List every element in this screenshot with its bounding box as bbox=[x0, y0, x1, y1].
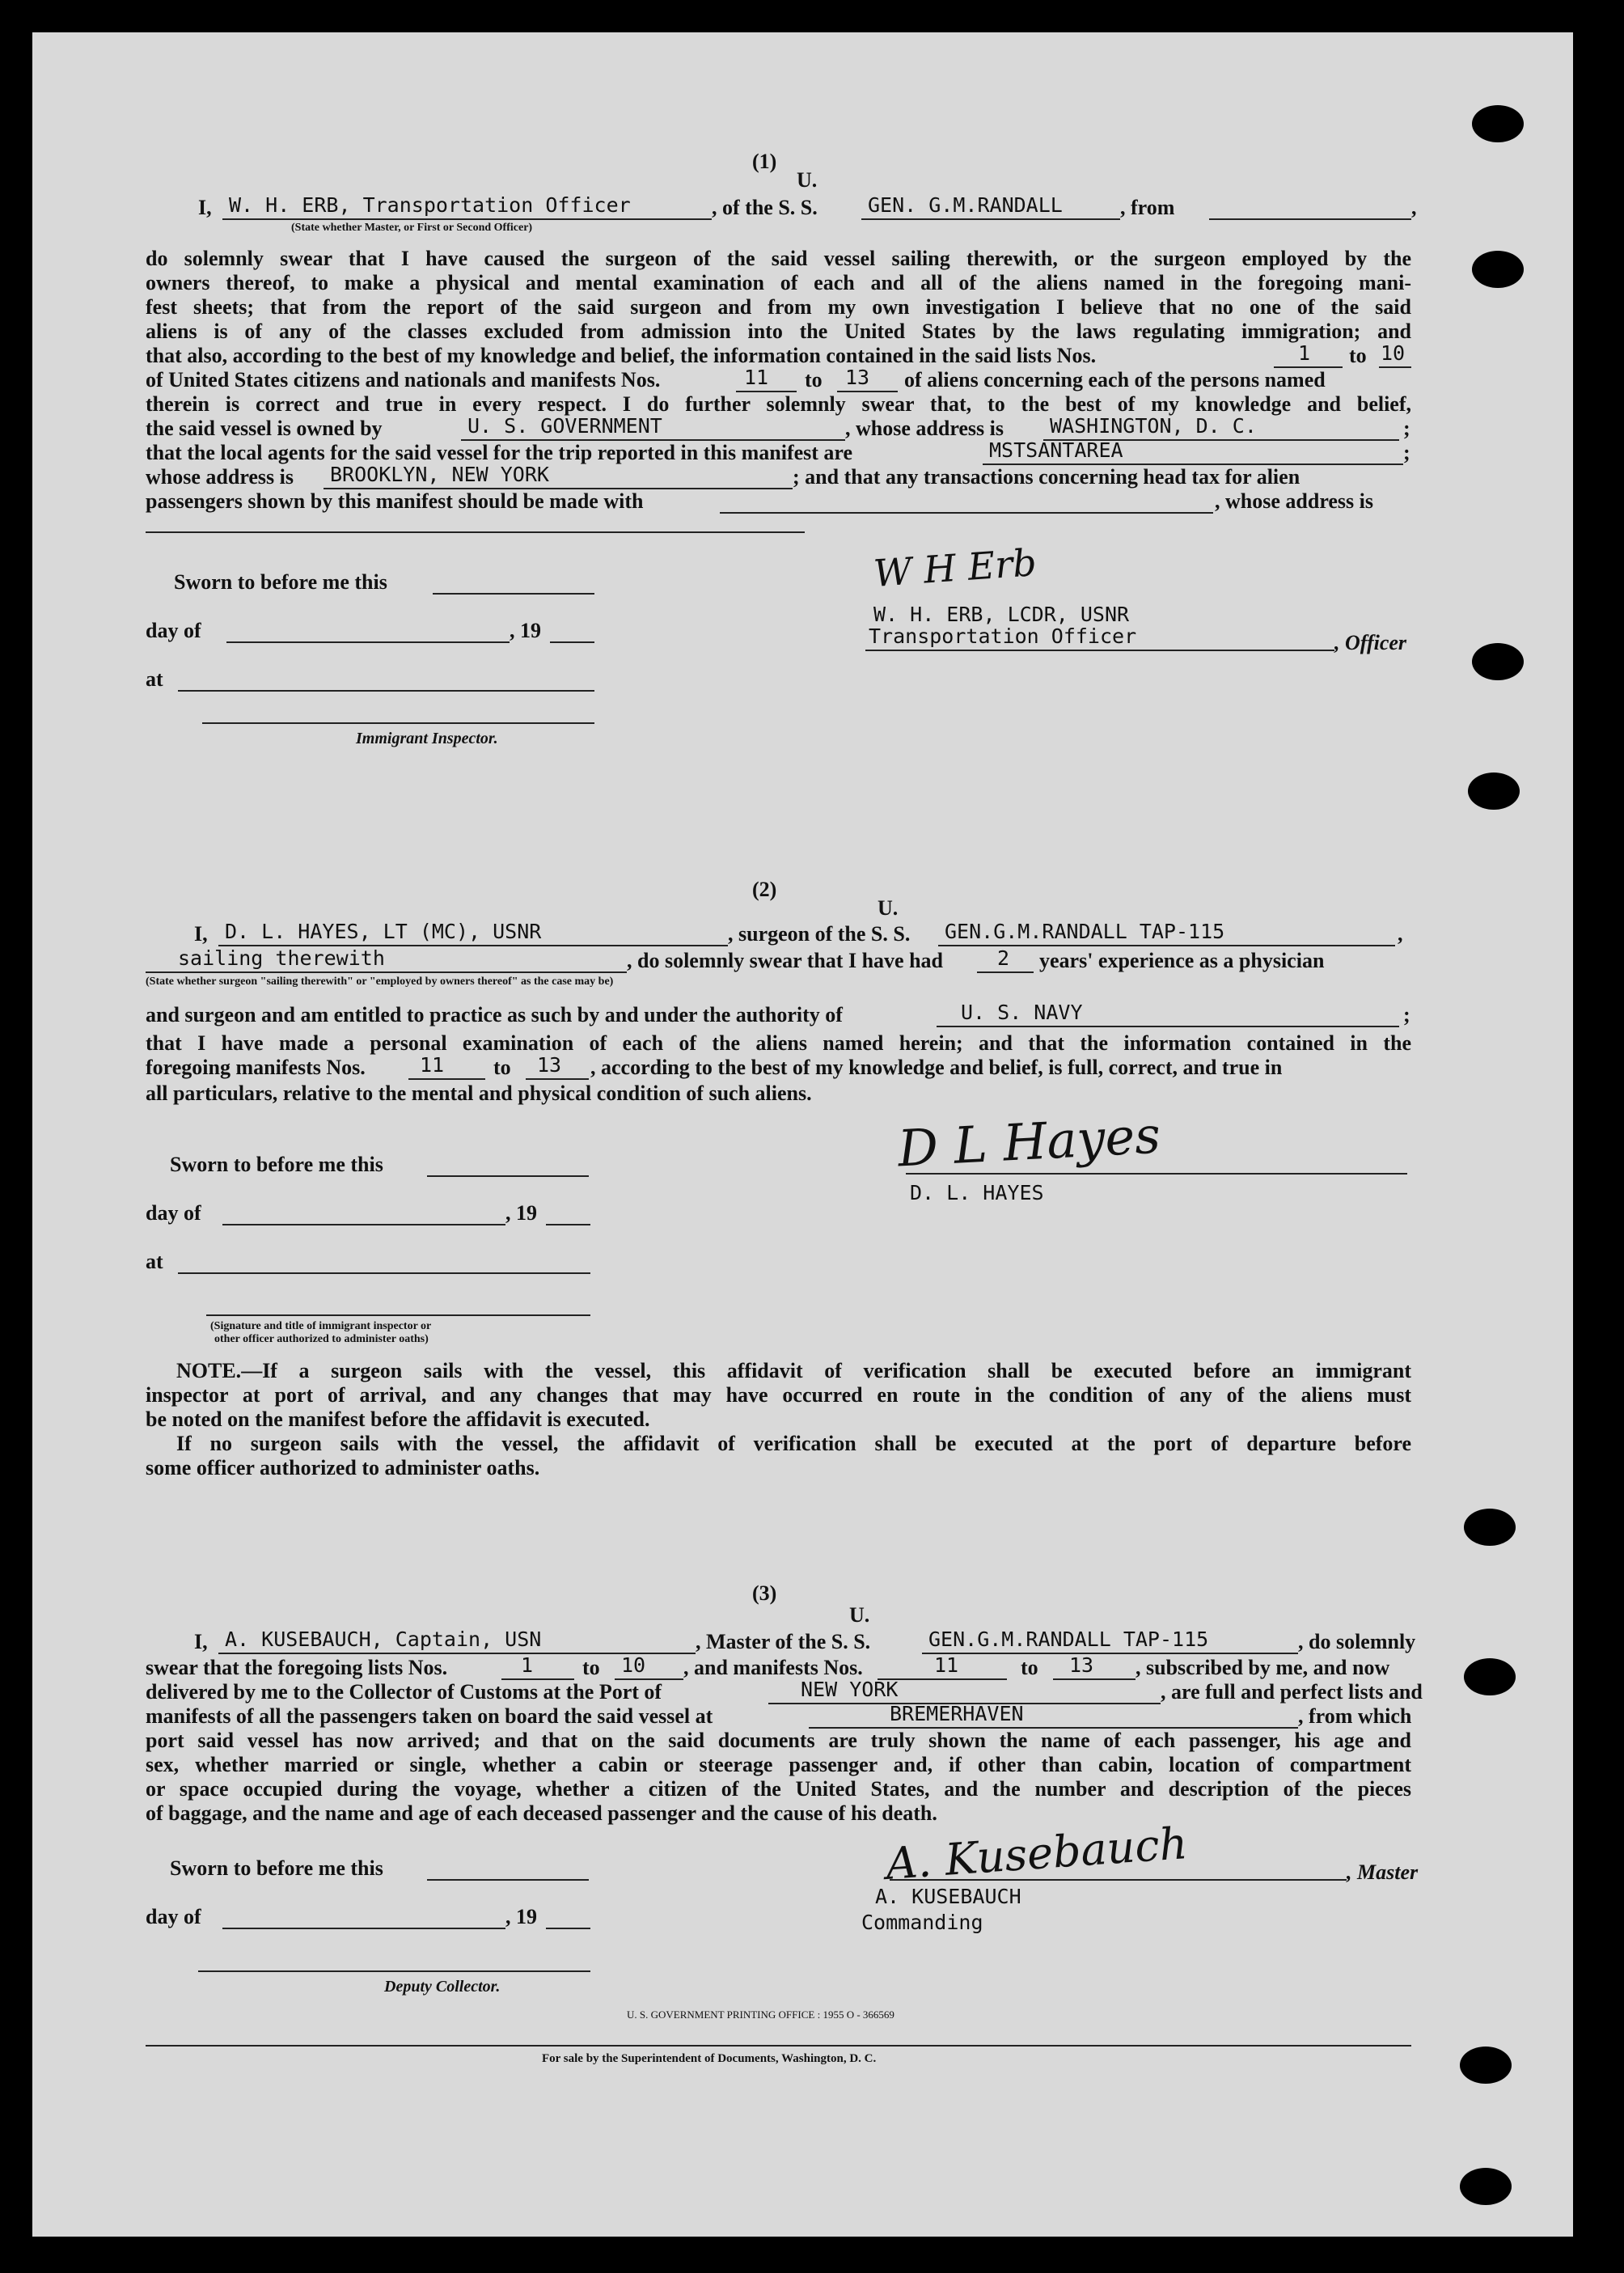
s2-note-line-4: If no surgeon sails with the vessel, the affidavit of verification shall be executed at the port of departure before bbox=[176, 1432, 1411, 1455]
s1-vessel-field[interactable] bbox=[861, 193, 1120, 220]
s3-line-6: sex, whether married or single, whether a cabin or steerage passenger and, if other than cabin, location of compartment bbox=[146, 1753, 1411, 1776]
s3-signature: A. Kusebauch bbox=[884, 1818, 1190, 1890]
s3-line-2a: swear that the foregoing lists Nos. bbox=[146, 1656, 448, 1679]
s1-from: , from bbox=[1120, 196, 1175, 219]
s3-sworn-field[interactable] bbox=[427, 1856, 589, 1881]
s2-sig-note-1: (Signature and title of immigrant inspector or bbox=[210, 1320, 432, 1332]
s3-departure: BREMERHAVEN bbox=[890, 1702, 1024, 1725]
s1-line-11a: passengers shown by this manifest should be made with bbox=[146, 489, 644, 513]
s3-deputy-rule bbox=[198, 1970, 590, 1972]
s1-of-ss: , of the S. S. bbox=[712, 196, 818, 219]
s2-line-6a: foregoing manifests Nos. bbox=[146, 1056, 366, 1079]
s2-sailing-note: (State whether surgeon "sailing therewith" or "employed by owners thereof" as the case may be) bbox=[146, 976, 614, 988]
s2-day-of: day of bbox=[146, 1201, 201, 1225]
s1-agent-address-field[interactable] bbox=[324, 465, 793, 489]
s2-comma: , bbox=[1398, 922, 1403, 946]
s1-line-3: fest sheets; that from the report of the said surgeon and from my own investigation I believe that no one of the said bbox=[146, 295, 1411, 319]
s3-line-7: or space occupied during the voyage, whether a citizen of the United States, and the number and description of the pieces bbox=[146, 1777, 1411, 1801]
s1-officer-name-field[interactable] bbox=[222, 193, 712, 220]
s1-at-field[interactable] bbox=[178, 667, 594, 692]
s1-man-to-field[interactable] bbox=[837, 368, 898, 392]
s2-note-line-5: some officer authorized to administer oaths. bbox=[146, 1456, 540, 1479]
s3-line-3a: delivered by me to the Collector of Customs at the Port of bbox=[146, 1680, 662, 1704]
s2-line-5: that I have made a personal examination of each of the aliens named herein; and that the information contained in the bbox=[146, 1031, 1411, 1055]
s1-line-4: aliens is of any of the classes excluded from admission into the United States by the laws regulating immigration; and bbox=[146, 320, 1411, 343]
s3-man-from: 11 bbox=[934, 1653, 959, 1677]
s2-surgeon-of: , surgeon of the S. S. bbox=[728, 922, 911, 946]
s2-signer-name: D. L. HAYES bbox=[910, 1181, 1044, 1204]
s1-line-1: do solemnly swear that I have caused the surgeon of the said vessel sailing therewith, or the surgeon employed by the bbox=[146, 247, 1411, 270]
s1-semicolon-2: ; bbox=[1403, 441, 1410, 464]
form-page bbox=[32, 32, 1573, 2237]
s2-inspector-rule bbox=[206, 1314, 590, 1316]
s1-vessel: GEN. G.M.RANDALL bbox=[868, 193, 1063, 217]
s2-note-line-3: be noted on the manifest before the affidavit is executed. bbox=[146, 1407, 650, 1431]
s3-port-field[interactable] bbox=[768, 1680, 1161, 1704]
s3-i: I, bbox=[194, 1630, 208, 1653]
s1-man-to: 13 bbox=[845, 366, 870, 389]
s1-line-7: therein is correct and true in every respect. I do further solemnly swear that, to the best of my knowledge and belief, bbox=[146, 392, 1411, 416]
s2-note-line-1 bbox=[146, 1359, 1411, 1383]
s1-line-8b: , whose address is bbox=[845, 417, 1004, 440]
s3-list-to: 10 bbox=[621, 1653, 646, 1677]
s3-list-from: 1 bbox=[521, 1653, 534, 1677]
punch-hole bbox=[1472, 251, 1524, 288]
s1-list-to-field[interactable] bbox=[1379, 341, 1411, 368]
s3-signer-title: Commanding bbox=[861, 1911, 983, 1934]
s3-port: NEW YORK bbox=[801, 1678, 899, 1701]
s2-authority-field[interactable] bbox=[937, 1003, 1399, 1027]
s2-authority: U. S. NAVY bbox=[961, 1001, 1083, 1024]
s1-to-1: to bbox=[1349, 344, 1367, 367]
s1-semicolon: ; bbox=[1403, 417, 1410, 440]
s1-line-8a: the said vessel is owned by bbox=[146, 417, 383, 440]
s1-agents-field[interactable] bbox=[983, 438, 1403, 465]
s2-vessel-field[interactable] bbox=[938, 922, 1395, 946]
s3-sworn: Sworn to before me this bbox=[170, 1856, 383, 1880]
s1-comma: , bbox=[1411, 196, 1417, 219]
punch-hole bbox=[1468, 772, 1520, 810]
s1-list-to: 10 bbox=[1381, 341, 1406, 365]
s1-signer-title-field[interactable] bbox=[865, 624, 1334, 651]
s1-i: I, bbox=[198, 196, 212, 219]
s3-swear: , do solemnly bbox=[1298, 1630, 1416, 1653]
s3-signer-name: A. KUSEBAUCH bbox=[875, 1885, 1021, 1908]
s1-line-9a: that the local agents for the said vessel for the trip reported in this manifest are bbox=[146, 441, 853, 464]
s2-note-line-2: inspector at port of arrival, and any changes that may have occurred en route in the condition of any of the aliens must bbox=[146, 1383, 1411, 1407]
s1-line-10b: ; and that any transactions concerning head tax for alien bbox=[793, 465, 1300, 489]
section-3-number: (3) bbox=[752, 1581, 777, 1605]
s2-signature-rule bbox=[906, 1173, 1407, 1175]
s2-i: I, bbox=[194, 922, 208, 946]
s1-headtax-continuation-rule bbox=[146, 531, 805, 533]
s2-years-field[interactable] bbox=[977, 946, 1034, 973]
s1-sworn-field[interactable] bbox=[433, 570, 594, 595]
s1-list-from: 1 bbox=[1298, 341, 1311, 365]
s1-19: , 19 bbox=[510, 619, 541, 642]
s1-line-6a: of United States citizens and nationals and manifests Nos. bbox=[146, 368, 661, 392]
s3-master-name: A. KUSEBAUCH, Captain, USN bbox=[225, 1628, 542, 1651]
s3-line-5: port said vessel has now arrived; and that on the said documents are truly shown the name of each passenger, his age and bbox=[146, 1729, 1411, 1752]
s3-vessel-field[interactable] bbox=[922, 1630, 1298, 1654]
s3-day-field[interactable] bbox=[222, 1905, 505, 1929]
s2-line-6b: , according to the best of my knowledge and belief, is full, correct, and true in bbox=[590, 1056, 1283, 1079]
s1-owner-address: WASHINGTON, D. C. bbox=[1050, 414, 1257, 438]
s3-deputy-label: Deputy Collector. bbox=[384, 1978, 501, 1996]
s1-at: at bbox=[146, 667, 163, 691]
s1-signer-name: W. H. ERB, LCDR, USNR bbox=[873, 603, 1130, 626]
s3-line-2b: , and manifests Nos. bbox=[683, 1656, 863, 1679]
section-2-u: U. bbox=[878, 896, 899, 920]
s2-semicolon: ; bbox=[1403, 1003, 1410, 1026]
s1-officer-name: W. H. ERB, Transportation Officer bbox=[229, 193, 631, 217]
printing-office-note: U. S. GOVERNMENT PRINTING OFFICE : 1955 O - 366569 bbox=[627, 2008, 894, 2021]
s1-officer-label: , Officer bbox=[1334, 631, 1407, 654]
section-2-number: (2) bbox=[752, 878, 777, 901]
s1-owner-field[interactable] bbox=[461, 414, 845, 441]
s1-day-of: day of bbox=[146, 619, 201, 642]
s3-signature-field[interactable] bbox=[890, 1856, 1347, 1881]
s3-master-of: , Master of the S. S. bbox=[696, 1630, 871, 1653]
s3-year-field[interactable] bbox=[546, 1905, 590, 1929]
s3-line-2c: , subscribed by me, and now bbox=[1136, 1656, 1390, 1679]
s2-sworn-field[interactable] bbox=[427, 1153, 589, 1177]
s2-man-to: 13 bbox=[537, 1053, 562, 1077]
s2-signature: D L Hayes bbox=[896, 1105, 1162, 1179]
s1-inspector-label: Immigrant Inspector. bbox=[356, 730, 498, 747]
s2-year-field[interactable] bbox=[546, 1201, 590, 1225]
s2-at: at bbox=[146, 1250, 163, 1273]
s3-line-3b: , are full and perfect lists and bbox=[1161, 1680, 1423, 1704]
s1-owner-address-field[interactable] bbox=[1043, 414, 1399, 441]
s1-agents: MSTSANTAREA bbox=[989, 438, 1123, 462]
s2-man-from: 11 bbox=[420, 1053, 445, 1077]
s2-line-4a: and surgeon and am entitled to practice as such by and under the authority of bbox=[146, 1003, 843, 1026]
s3-departure-field[interactable] bbox=[809, 1704, 1298, 1729]
s1-inspector-rule bbox=[202, 722, 594, 724]
sale-note: For sale by the Superintendent of Documents, Washington, D. C. bbox=[542, 2052, 877, 2065]
s2-vessel: GEN.G.M.RANDALL TAP-115 bbox=[945, 920, 1225, 943]
s2-years-text: years' experience as a physician bbox=[1039, 949, 1325, 972]
s2-man-to-field[interactable] bbox=[526, 1053, 589, 1080]
punch-hole bbox=[1460, 2047, 1512, 2084]
s1-from-field[interactable] bbox=[1209, 196, 1411, 220]
s3-to-2: to bbox=[1021, 1656, 1038, 1679]
s2-at-field[interactable] bbox=[178, 1250, 590, 1274]
s2-surgeon-name: D. L. HAYES, LT (MC), USNR bbox=[225, 920, 542, 943]
s1-list-from-field[interactable] bbox=[1274, 341, 1343, 368]
s1-officer-note: (State whether Master, or First or Second Officer) bbox=[291, 222, 533, 234]
footer-rule bbox=[146, 2045, 1411, 2047]
s1-line-10a: whose address is bbox=[146, 465, 294, 489]
s3-list-to-field[interactable] bbox=[615, 1653, 683, 1680]
s2-line-7: all particulars, relative to the mental and physical condition of such aliens. bbox=[146, 1081, 812, 1105]
s2-swear: , do solemnly swear that I have had bbox=[627, 949, 944, 972]
s3-line-4b: , from which bbox=[1298, 1704, 1412, 1728]
s1-line-2: owners thereof, to make a physical and mental examination of each and all of the aliens named in the foregoing mani- bbox=[146, 271, 1411, 294]
s1-line-5: that also, according to the best of my knowledge and belief, the information contained in the said lists Nos. bbox=[146, 344, 1097, 367]
s2-to: to bbox=[493, 1056, 511, 1079]
s1-owner: U. S. GOVERNMENT bbox=[467, 414, 662, 438]
s1-line-11b: , whose address is bbox=[1215, 489, 1374, 513]
s2-sig-note-2: other officer authorized to administer oaths) bbox=[214, 1333, 429, 1345]
punch-hole bbox=[1472, 643, 1524, 680]
s3-19: , 19 bbox=[505, 1905, 537, 1928]
s2-sworn: Sworn to before me this bbox=[170, 1153, 383, 1176]
s3-list-from-field[interactable] bbox=[501, 1653, 574, 1680]
section-1-u: U. bbox=[797, 168, 818, 192]
s1-headtax-field[interactable] bbox=[720, 489, 1213, 514]
s1-signer-title: Transportation Officer bbox=[869, 624, 1137, 648]
s3-man-to-field[interactable] bbox=[1053, 1653, 1136, 1680]
s2-sailing-field[interactable] bbox=[146, 946, 627, 973]
s2-day-field[interactable] bbox=[222, 1201, 505, 1225]
s3-man-to: 13 bbox=[1069, 1653, 1094, 1677]
punch-hole bbox=[1464, 1509, 1516, 1546]
punch-hole bbox=[1464, 1658, 1516, 1695]
s2-19: , 19 bbox=[505, 1201, 537, 1225]
section-1-number: (1) bbox=[752, 150, 777, 173]
s1-man-from: 11 bbox=[744, 366, 769, 389]
s3-line-8: of baggage, and the name and age of each deceased passenger and the cause of his death. bbox=[146, 1801, 937, 1825]
s1-signature: W H Erb bbox=[872, 540, 1038, 595]
s2-man-from-field[interactable] bbox=[408, 1053, 485, 1080]
s1-year-field[interactable] bbox=[550, 619, 594, 643]
s1-day-field[interactable] bbox=[226, 619, 510, 643]
s3-line-4a: manifests of all the passengers taken on board the said vessel at bbox=[146, 1704, 713, 1728]
s3-day-of: day of bbox=[146, 1905, 201, 1928]
section-3-u: U. bbox=[849, 1603, 870, 1627]
s3-master-label: , Master bbox=[1347, 1860, 1419, 1884]
s2-years: 2 bbox=[997, 946, 1010, 970]
s1-to-2: to bbox=[805, 368, 823, 392]
punch-hole bbox=[1472, 105, 1524, 142]
s3-to-1: to bbox=[582, 1656, 600, 1679]
s1-sworn: Sworn to before me this bbox=[174, 570, 387, 594]
s1-agent-address: BROOKLYN, NEW YORK bbox=[330, 463, 549, 486]
punch-hole bbox=[1460, 2168, 1512, 2205]
s2-surgeon-name-field[interactable] bbox=[218, 922, 728, 946]
s3-vessel: GEN.G.M.RANDALL TAP-115 bbox=[928, 1628, 1209, 1651]
s2-sailing: sailing therewith bbox=[178, 946, 385, 970]
s3-man-from-field[interactable] bbox=[878, 1653, 1007, 1680]
s3-master-name-field[interactable] bbox=[218, 1630, 696, 1654]
s2-note-text-1: —If a surgeon sails with the vessel, this affidavit of verification shall be executed before an immigrant bbox=[241, 1359, 1411, 1382]
s1-line-6b: of aliens concerning each of the persons named bbox=[904, 368, 1326, 392]
s1-man-from-field[interactable] bbox=[736, 368, 797, 392]
s2-note-label: NOTE. bbox=[176, 1359, 242, 1382]
